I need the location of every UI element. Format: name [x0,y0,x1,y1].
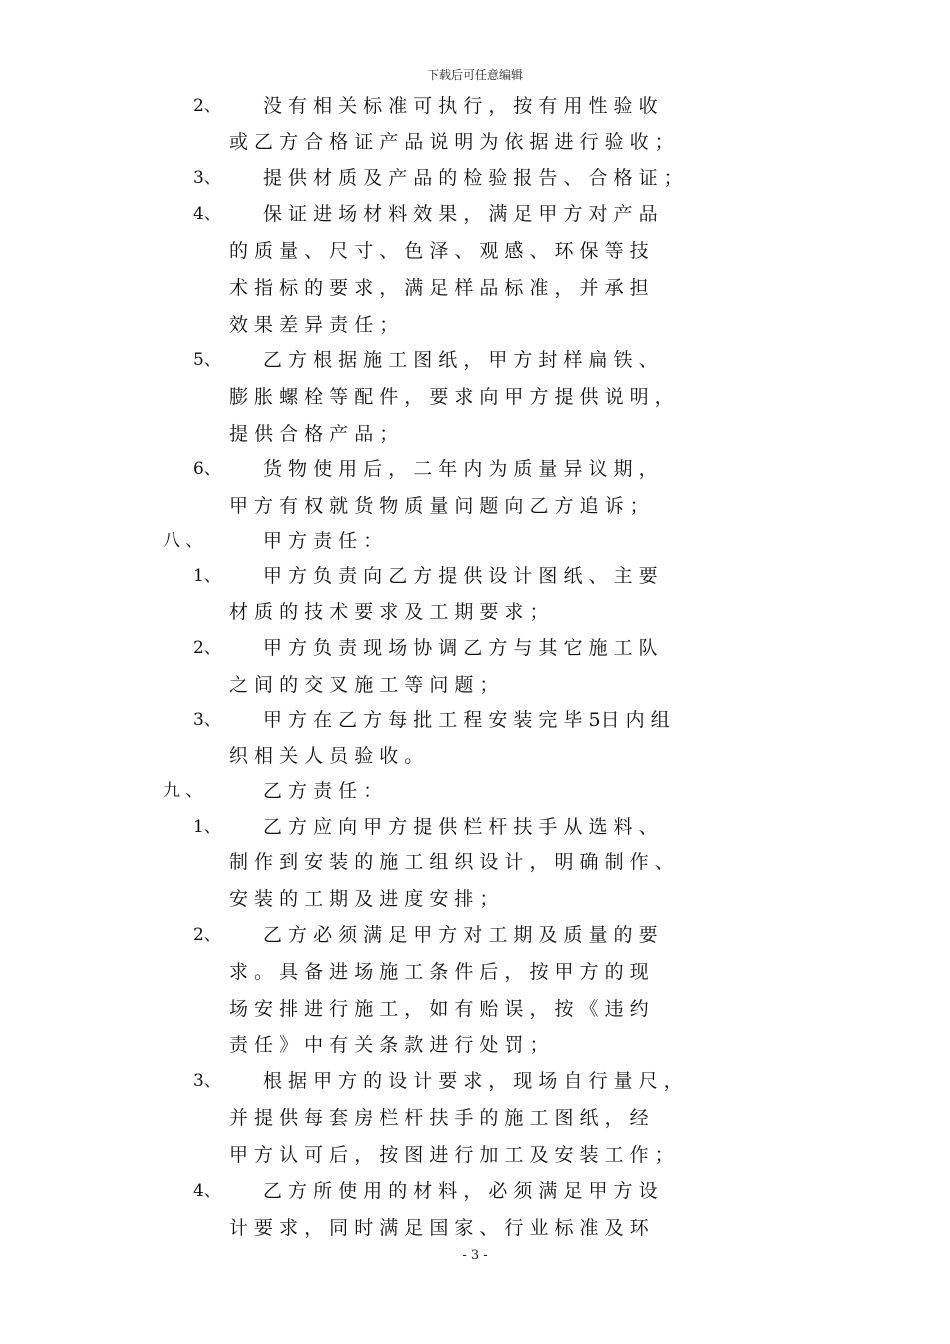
item-text-continuation: 材 质 的 技 术 要 求 及 工 期 要 求 ； [229,601,549,623]
item-text: 乙 方 责 任 ： [263,780,383,802]
item-text: 提 供 材 质 及 产 品 的 检 验 报 告 、 合 格 证 ； [263,167,683,189]
item-text-continuation: 织 相 关 人 员 验 收 。 [229,745,424,767]
item-text: 乙 方 根 据 施 工 图 纸 ， 甲 方 封 样 扁 铁 、 [263,349,658,371]
item-text-continuation: 甲 方 有 权 就 货 物 质 量 问 题 向 乙 方 追 诉 ； [229,495,649,517]
item-text-continuation: 膨 胀 螺 栓 等 配 件 ， 要 求 向 甲 方 提 供 说 明 ， [229,386,674,408]
item-number: 3、 [193,1071,221,1091]
item-number: 1、 [193,566,221,586]
item-text-continuation: 提 供 合 格 产 品 ； [229,423,399,445]
item-text-continuation: 场 安 排 进 行 施 工 ， 如 有 贻 误 ， 按 《 违 约 [229,998,649,1020]
item-text-continuation: 甲 方 认 可 后 ， 按 图 进 行 加 工 及 安 装 工 作 ； [229,1144,674,1166]
page-header: 下载后可任意编辑 [426,68,523,82]
item-text: 保 证 进 场 材 料 效 果 ， 满 足 甲 方 对 产 品 [263,203,658,225]
item-text: 没 有 相 关 标 准 可 执 行 ， 按 有 用 性 验 收 [263,95,658,117]
item-number: 2、 [193,925,221,945]
item-number: 5、 [193,350,221,370]
item-text: 甲 方 负 责 向 乙 方 提 供 设 计 图 纸 、 主 要 [263,565,658,587]
section-heading-number: 九 、 [163,781,203,801]
item-text: 乙 方 应 向 甲 方 提 供 栏 杆 扶 手 从 选 料 、 [263,816,658,838]
item-text: 甲 方 在 乙 方 每 批 工 程 安 装 完 毕 5日 内 组 [263,709,670,731]
item-text: 根 据 甲 方 的 设 计 要 求 ， 现 场 自 行 量 尺 ， [263,1070,683,1092]
item-number: 1、 [193,817,221,837]
item-text-continuation: 安 装 的 工 期 及 进 度 安 排 ； [229,888,499,910]
item-text-continuation: 并 提 供 每 套 房 栏 杆 扶 手 的 施 工 图 纸 ， 经 [229,1107,649,1129]
item-text-continuation: 制 作 到 安 装 的 施 工 组 织 设 计 ， 明 确 制 作 、 [229,851,674,873]
item-text-continuation: 之 间 的 交 叉 施 工 等 问 题 ； [229,674,499,696]
item-number: 2、 [193,96,221,116]
item-number: 3、 [193,710,221,730]
item-text-continuation: 计 要 求 ， 同 时 满 足 国 家 、 行 业 标 准 及 环 [229,1217,649,1239]
item-number: 4、 [193,1181,221,1201]
item-text-continuation: 术 指 标 的 要 求 ， 满 足 样 品 标 准 ， 并 承 担 [229,277,649,299]
item-text-continuation: 求 。 具 备 进 场 施 工 条 件 后 ， 按 甲 方 的 现 [229,961,649,983]
item-text-continuation: 或 乙 方 合 格 证 产 品 说 明 为 依 据 进 行 验 收 ； [229,131,674,153]
item-text-continuation: 的 质 量 、 尺 寸 、 色 泽 、 观 感 、 环 保 等 技 [229,240,649,262]
item-text: 乙 方 必 须 满 足 甲 方 对 工 期 及 质 量 的 要 [263,924,658,946]
item-text: 甲 方 责 任 ： [263,530,383,552]
item-number: 3、 [193,168,221,188]
item-number: 6、 [193,459,221,479]
item-text-continuation: 责 任 》 中 有 关 条 款 进 行 处 罚 ； [229,1034,549,1056]
item-text: 货 物 使 用 后 ， 二 年 内 为 质 量 异 议 期 ， [263,458,658,480]
item-text: 甲 方 负 责 现 场 协 调 乙 方 与 其 它 施 工 队 [263,637,658,659]
item-text-continuation: 效 果 差 异 责 任 ； [229,314,399,336]
item-number: 2、 [193,638,221,658]
item-text: 乙 方 所 使 用 的 材 料 ， 必 须 满 足 甲 方 设 [263,1180,658,1202]
item-number: 4、 [193,204,221,224]
page-number: - 3 - [462,1248,488,1263]
section-heading-number: 八 、 [163,531,203,551]
